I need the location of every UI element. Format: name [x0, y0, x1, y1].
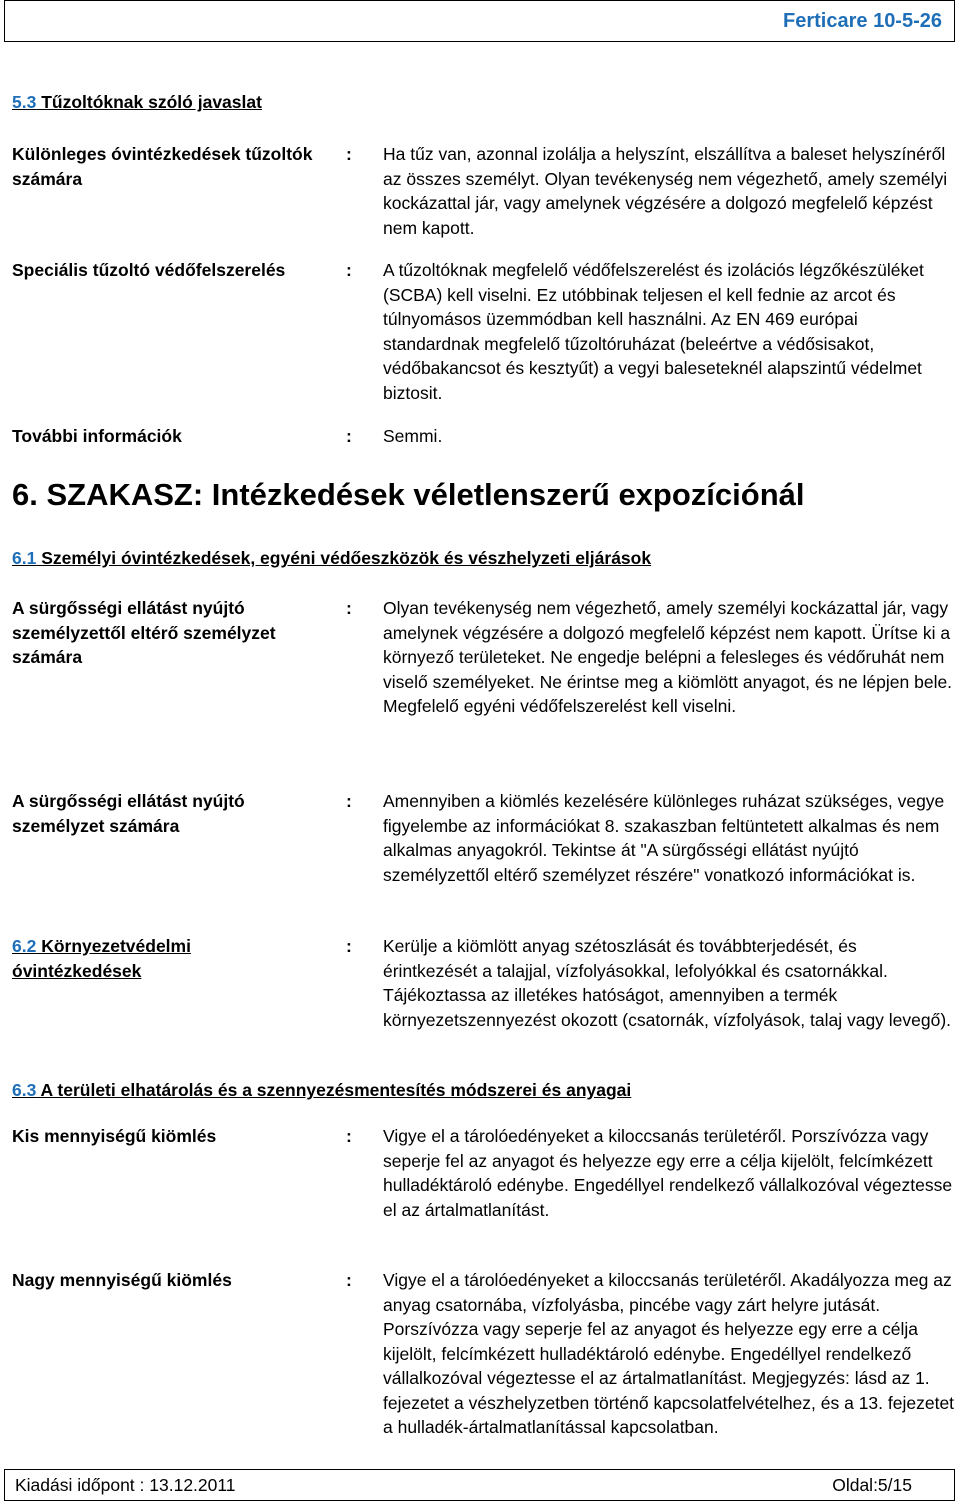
field-value-special-precautions: Ha tűz van, azonnal izolálja a helyszínt, elszállítva a baleset helyszínéről az összes személyt. Olyan tevékenység nem végezhető, amely személyi kockázattal jár, vagy amelynek végzésére a dolgozó megfelelő képzést nem kapott.	[383, 144, 948, 238]
issue-date: Kiadási időpont : 13.12.2011	[15, 1475, 236, 1495]
subsection-title: Személyi óvintézkedések, egyéni védőeszközök és vészhelyzeti eljárások	[36, 548, 652, 568]
field-label-protective-equipment: Speciális tűzoltó védőfelszerelés	[12, 260, 286, 280]
page-number: Oldal:5/15	[832, 1475, 912, 1495]
field-value-environmental-precautions: Kerülje a kiömlött anyag szétoszlását és továbbterjedését, és érintkezését a talajjal, vízfolyásokkal, lefolyókkal és csatornákkal. Tájékoztassa az illetékes hatóságot, amennyiben a termék környezetszennyezést okozott (csatornák, vízfolyások, talaj vagy levegő).	[383, 936, 952, 1030]
field-label-large-spill: Nagy mennyiségű kiömlés	[12, 1270, 232, 1290]
field-colon: :	[346, 598, 352, 618]
field-value-small-spill: Vigye el a tárolóedényeket a kiloccsanás területéről. Porszívózza vagy seperje fel az anyagot és helyezze egy erre a célja kijelölt, felcímkézett hulladéktároló edénybe. Engedéllyel rendelkező vállalkozóval végeztesse el az ártalmatlanítást.	[383, 1126, 953, 1220]
field-colon: :	[346, 260, 352, 280]
field-label-small-spill: Kis mennyiségű kiömlés	[12, 1126, 217, 1146]
section-6-title: 6. SZAKASZ: Intézkedések véletlenszerű expozíciónál	[12, 477, 805, 512]
subsection-title: A területi elhatárolás és a szennyezésmentesítés módszerei és anyagai	[36, 1080, 632, 1100]
subsection-number: 5.3	[12, 92, 37, 112]
document-title: Ferticare 10-5-26	[783, 10, 942, 32]
field-value-emergency-responders: Amennyiben a kiömlés kezelésére különleges ruházat szükséges, vegye figyelembe az információkat 8. szakaszban feltüntetett alkalmas és nem alkalmas anyagokról. Tekintse át "A sürgősségi ellátást nyújtó személyzettől eltérő személyzet részére" vonatkozó információkat is.	[383, 791, 945, 885]
field-label-further-info: További információk	[12, 426, 182, 446]
field-colon: :	[346, 144, 352, 164]
field-label-non-emergency-personnel: A sürgősségi ellátást nyújtó személyzettől eltérő személyzet számára	[12, 598, 276, 667]
field-value-non-emergency-personnel: Olyan tevékenység nem végezhető, amely személyi kockázattal jár, vagy amelynek végzésére a dolgozó megfelelő képzést nem kapott. Ürítse ki a környező területeket. Ne engedje belépni a felesleges és védőruhát nem viselő személyeket. Ne érintse meg a kiömlött anyagot, és ne lépjen bele. Megfelelő egyéni védőfelszerelést kell viselni.	[383, 598, 953, 716]
field-value-further-info: Semmi.	[383, 426, 443, 446]
field-label-special-precautions: Különleges óvintézkedések tűzoltók számára	[12, 144, 313, 189]
field-colon: :	[346, 791, 352, 811]
subsection-title: Környezetvédelmi óvintézkedések	[12, 936, 191, 981]
page-header	[4, 0, 955, 42]
field-value-protective-equipment: A tűzoltóknak megfelelő védőfelszerelést és izolációs légzőkészüléket (SCBA) kell viselni. Ez utóbbinak teljesen el kell fednie az arcot és túlnyomásos üzemmódban kell használni. Az EN 469 európai standardnak megfelelő tűzoltóruházat (beleértve a védősisakot, védőbakancsot és kesztyűt) a vegyi baleseteknél alapszintű védelmet biztosit.	[383, 260, 924, 403]
field-value-large-spill: Vigye el a tárolóedényeket a kiloccsanás területéről. Akadályozza meg az anyag csatornába, vízfolyásba, pincébe vagy zárt helyre jutását. Porszívózza vagy seperje fel az anyagot és helyezze egy erre a célja kijelölt, felcímkézett hulladéktároló edénybe. Engedéllyel rendelkező vállalkozóval végeztesse el az ártalmatlanítást. Megjegyzés: lásd az 1. fejezetet a vészhelyzetben történő kapcsolatfelvételhez, és a 13. fejezetet a hulladék-ártalmatlanítással kapcsolatban.	[383, 1270, 955, 1437]
field-colon: :	[346, 426, 352, 446]
page-footer	[4, 1469, 955, 1501]
field-colon: :	[346, 1270, 352, 1290]
subsection-6-3-heading	[12, 1080, 631, 1101]
subsection-6-1-heading	[12, 548, 651, 569]
field-label-emergency-responders: A sürgősségi ellátást nyújtó személyzet számára	[12, 791, 245, 836]
subsection-5-3-heading	[12, 92, 262, 113]
subsection-title: Tűzoltóknak szóló javaslat	[36, 92, 262, 112]
field-colon: :	[346, 936, 352, 956]
field-colon: :	[346, 1126, 352, 1146]
subsection-number: 6.3	[12, 1080, 37, 1100]
subsection-6-2-heading	[12, 934, 242, 983]
subsection-number: 6.2	[12, 936, 37, 956]
subsection-number: 6.1	[12, 548, 37, 568]
